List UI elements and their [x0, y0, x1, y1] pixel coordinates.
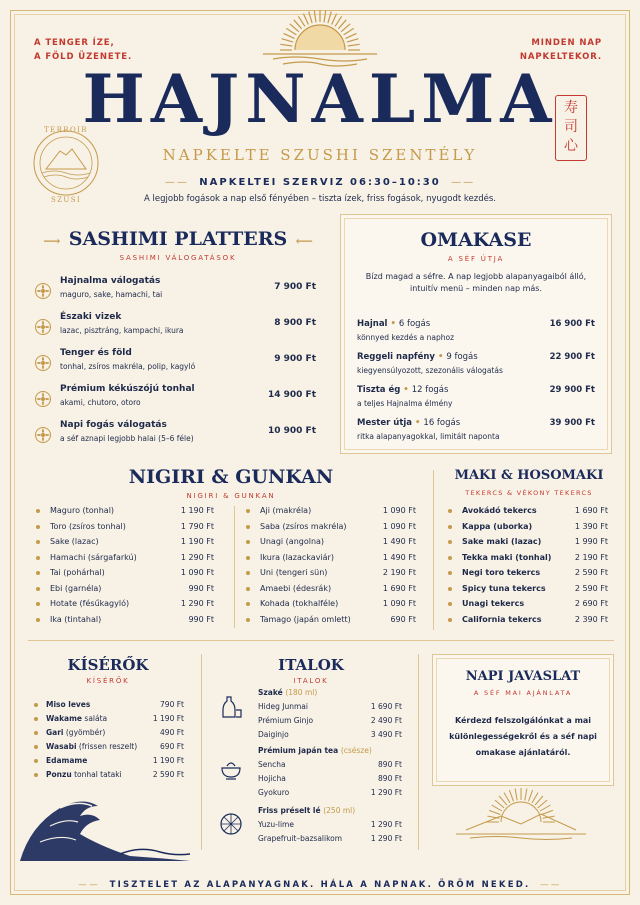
sashimi-item-desc: akami, chutoro, otoro — [60, 398, 141, 407]
left-tag-line-2: A FÖLD ÜZENETE. — [34, 52, 133, 62]
section-divider — [28, 640, 614, 641]
bullet-dot-icon — [246, 540, 250, 544]
kiserok-item-price: 1 190 Ft — [152, 756, 184, 765]
restaurant-title: HAJNALMA — [82, 60, 558, 138]
omakase-title: OMAKASE — [420, 229, 532, 251]
bullet-dot-icon — [36, 509, 40, 513]
omakase-subtitle: A SÉF ÚTJA — [447, 255, 505, 263]
right-tag-line-1: MINDEN NAP — [531, 38, 602, 48]
nigiri-item-name: Amaebi (édesrák) — [260, 583, 332, 593]
kiserok-item-main: Ponzu — [46, 770, 72, 779]
italok-item — [258, 834, 402, 848]
italok-item-name: Sencha — [258, 760, 286, 769]
sashimi-item-price: 14 900 Ft — [267, 390, 316, 400]
nigiri-item-name: Uni (tengeri sün) — [260, 568, 328, 577]
citrus-icon — [218, 811, 244, 837]
italok-item — [258, 702, 402, 716]
kiserok-item-price: 1 190 Ft — [152, 714, 184, 723]
nigiri-item — [246, 568, 416, 584]
nigiri-title: NIGIRI & GUNKAN — [128, 466, 334, 488]
bullet-dot-icon — [36, 587, 40, 591]
kiserok-item — [34, 770, 184, 784]
bullet-dot-icon — [246, 571, 250, 575]
nigiri-item-price: 990 Ft — [188, 614, 214, 624]
omakase-item-desc: kiegyensúlyozott, szezonális válogatás — [357, 366, 503, 375]
nigiri-column-1 — [36, 506, 214, 630]
nigiri-item-name: Toro (zsíros tonhal) — [50, 521, 126, 531]
sashimi-item-price: 9 900 Ft — [274, 354, 316, 364]
sunrise-mountain-icon — [446, 786, 596, 844]
kiserok-item — [34, 742, 184, 756]
sashimi-item — [34, 384, 316, 418]
flower-icon — [34, 426, 52, 444]
italok-item — [258, 716, 402, 730]
maki-item — [448, 568, 608, 584]
kiserok-item-name — [46, 728, 105, 737]
maki-item-name: Unagi tekercs — [462, 599, 525, 608]
bullet-dot-icon — [34, 759, 38, 763]
omakase-item-courses: 12 fogás — [411, 385, 449, 395]
italok-title: ITALOK — [278, 656, 344, 674]
italok-item-price: 3 490 Ft — [370, 730, 402, 739]
sashimi-item-price: 7 900 Ft — [274, 282, 316, 292]
great-wave-icon — [20, 786, 190, 861]
nigiri-maki-divider — [433, 470, 434, 630]
nigiri-item-price: 1 090 Ft — [382, 599, 416, 608]
kiserok-item-name — [46, 742, 137, 751]
flower-icon — [34, 282, 52, 300]
bullet-dot-icon — [246, 618, 250, 622]
omakase-item-name: Reggeli napfény • 9 fogás — [357, 352, 478, 362]
maki-item-price: 2 590 Ft — [574, 583, 608, 593]
nigiri-item-price: 1 090 Ft — [180, 568, 214, 577]
omakase-item-price: 16 900 Ft — [549, 319, 595, 329]
maki-item — [448, 599, 608, 615]
kiserok-item — [34, 714, 184, 728]
omakase-item-desc: ritka alapanyagokkal, limitált naponta — [357, 432, 500, 441]
kiserok-subtitle: KÍSÉRŐK — [86, 677, 130, 685]
flower-icon — [34, 318, 52, 336]
napi-title: NAPI JAVASLAT — [465, 669, 581, 684]
nigiri-column-2 — [246, 506, 416, 630]
badge-top-text: TERROIR — [44, 126, 88, 134]
maki-title: MAKI & HOSOMAKI — [454, 468, 604, 483]
nigiri-item-name: Saba (zsíros makréla) — [260, 521, 347, 531]
sashimi-item-price: 10 900 Ft — [267, 426, 316, 436]
stamp-char-1: 寿 — [564, 100, 578, 116]
omakase-item-price: 29 900 Ft — [549, 385, 595, 395]
nigiri-divider — [234, 506, 235, 628]
nigiri-item-name: Kohada (tokhalféle) — [260, 599, 339, 608]
italok-group — [258, 746, 402, 802]
sashimi-item — [34, 276, 316, 310]
nigiri-item-name: Ika (tintahal) — [50, 614, 102, 624]
italok-group-head — [258, 746, 402, 760]
flower-icon — [34, 390, 52, 408]
italok-item-price: 1 690 Ft — [370, 702, 402, 711]
bullet-dot-icon — [448, 587, 452, 591]
maki-item-price: 1 990 Ft — [574, 537, 608, 546]
flower-icon — [34, 354, 52, 372]
napi-javaslat-section — [432, 654, 614, 786]
kiserok-item-name — [46, 756, 87, 765]
nigiri-item-name: Ikura (lazackaviár) — [260, 552, 334, 562]
nigiri-item-name: Tamago (japán omlett) — [260, 614, 351, 624]
nigiri-item-name: Aji (makréla) — [260, 506, 312, 515]
sashimi-item-name: Tenger és föld — [60, 348, 132, 358]
maki-item — [448, 522, 608, 538]
maki-item — [448, 553, 608, 569]
maki-item-name: Sake maki (lazac) — [462, 537, 542, 546]
bullet-dot-icon — [36, 540, 40, 544]
nigiri-item — [36, 599, 214, 615]
kiserok-item-main: Miso leves — [46, 700, 91, 709]
sashimi-item-price: 8 900 Ft — [274, 318, 316, 328]
maki-item-name: Avokádó tekercs — [462, 506, 537, 515]
service-hours: —— NAPKELTEI SZERVIZ 06:30–10:30 —— — [164, 177, 476, 188]
nigiri-item-price: 1 490 Ft — [382, 537, 416, 546]
nigiri-item-price: 1 790 Ft — [180, 521, 214, 531]
nigiri-item-price: 1 090 Ft — [382, 521, 416, 531]
sashimi-title-text: SASHIMI PLATTERS — [68, 228, 288, 250]
maki-item-price: 2 690 Ft — [574, 599, 608, 608]
nigiri-item — [246, 599, 416, 615]
italok-item — [258, 820, 402, 834]
maki-item — [448, 615, 608, 631]
italok-group-head — [258, 806, 402, 820]
italok-item — [258, 730, 402, 744]
italok-item-name: Grapefruit–bazsalikom — [258, 834, 343, 843]
maki-item-price: 2 390 Ft — [574, 614, 608, 624]
nigiri-item — [36, 553, 214, 569]
bullet-dot-icon — [36, 618, 40, 622]
sashimi-item — [34, 348, 316, 382]
kiserok-item-detail: (gyömbér) — [63, 728, 106, 737]
sashimi-item-desc: a séf aznapi legjobb halai (5–6 féle) — [60, 434, 194, 443]
sashimi-title: ⟶ SASHIMI PLATTERS ⟵ — [43, 228, 313, 250]
sashimi-item-name: Napi fogás válogatás — [60, 420, 167, 430]
nigiri-item-name: Unagi (angolna) — [260, 537, 325, 546]
kiserok-item-detail: tonhal tataki — [71, 770, 122, 779]
italok-item-price: 890 Ft — [378, 760, 402, 769]
napi-subtitle: A SÉF MAI AJÁNLATA — [473, 689, 573, 697]
nigiri-item — [36, 522, 214, 538]
kiserok-item-main: Wakame — [46, 714, 83, 723]
footer-text: TISZTELET AZ ALAPANYAGNAK. HÁLA A NAPNAK. ÖRÖM NEKED. — [109, 880, 531, 890]
italok-item — [258, 760, 402, 774]
nigiri-item — [36, 615, 214, 631]
maki-item — [448, 506, 608, 522]
nigiri-item — [246, 522, 416, 538]
nigiri-item-price: 1 090 Ft — [382, 506, 416, 515]
kiserok-item-name — [46, 714, 107, 723]
bullet-dot-icon — [246, 525, 250, 529]
bullet-dot-icon — [34, 703, 38, 707]
nigiri-item — [246, 506, 416, 522]
bullet-dot-icon — [448, 540, 452, 544]
italok-group-title: Prémium japán tea — [258, 746, 339, 755]
kiserok-item-price: 2 590 Ft — [152, 770, 184, 779]
italok-item-name: Gyokuro — [258, 788, 290, 797]
omakase-item-price: 22 900 Ft — [549, 352, 595, 362]
maki-item-name: Spicy tuna tekercs — [462, 583, 546, 593]
nigiri-item-name: Hotate (fésűkagyló) — [50, 599, 130, 608]
nigiri-item — [246, 553, 416, 569]
kiserok-item-price: 690 Ft — [160, 742, 184, 751]
nigiri-item-price: 1 490 Ft — [382, 552, 416, 562]
nigiri-item-name: Sake (lazac) — [50, 537, 99, 546]
nigiri-item — [36, 537, 214, 553]
nigiri-item — [246, 537, 416, 553]
italok-group-title: Szaké — [258, 688, 283, 697]
tea-bowl-icon — [218, 756, 244, 782]
right-tag-line-2: NAPKELTEKOR. — [519, 52, 602, 62]
omakase-item — [357, 385, 595, 415]
napi-text: Kérdezd felszolgálónkat a mai különlegességekről és a séf napi omakase ajánlatáról. — [449, 716, 597, 757]
nigiri-item-price: 1 290 Ft — [180, 599, 214, 608]
bullet-dot-icon — [246, 602, 250, 606]
bullet-dot-icon — [448, 602, 452, 606]
sake-bottle-icon — [218, 694, 244, 720]
footer-motto: —— TISZTELET AZ ALAPANYAGNAK. HÁLA A NAPNAK. ÖRÖM NEKED. —— — [78, 880, 562, 890]
bullet-dot-icon — [448, 509, 452, 513]
maki-item-name: California tekercs — [462, 614, 542, 624]
bullet-dot-icon — [36, 571, 40, 575]
bullet-dot-icon — [34, 745, 38, 749]
maki-item-price: 1 690 Ft — [574, 506, 608, 515]
bullet-dot-icon — [448, 525, 452, 529]
bullet-dot-icon — [246, 556, 250, 560]
bullet-dot-icon — [448, 571, 452, 575]
sashimi-item-name: Prémium kékúszójú tonhal — [60, 384, 195, 394]
nigiri-item — [246, 615, 416, 631]
sashimi-item-desc: lazac, pisztráng, kampachi, ikura — [60, 326, 184, 335]
maki-item-name: Kappa (uborka) — [462, 521, 533, 531]
italok-group-title: Friss préselt lé — [258, 806, 321, 815]
bullet-dot-icon — [34, 773, 38, 777]
nigiri-item — [36, 568, 214, 584]
service-hours-text: NAPKELTEI SZERVIZ 06:30–10:30 — [199, 177, 441, 188]
kiserok-list — [34, 700, 184, 784]
kiserok-item — [34, 756, 184, 770]
omakase-item — [357, 418, 595, 448]
omakase-item-name: Hajnal • 6 fogás — [357, 319, 431, 329]
italok-item-price: 1 290 Ft — [370, 834, 402, 843]
italok-item-name: Hojicha — [258, 774, 286, 783]
nigiri-item-name: Ebi (garnéla) — [50, 583, 102, 593]
italok-group-size: (180 ml) — [285, 688, 318, 697]
nigiri-item-name: Maguro (tonhal) — [50, 506, 115, 515]
sashimi-item-desc: tonhal, zsíros makréla, polip, kagyló — [60, 362, 196, 371]
bullet-dot-icon — [36, 602, 40, 606]
italok-group-size: (csésze) — [340, 746, 372, 755]
nigiri-item-price: 690 Ft — [390, 614, 416, 624]
bullet-dot-icon — [36, 556, 40, 560]
bullet-dot-icon — [246, 509, 250, 513]
kiserok-item-detail: saláta — [82, 714, 108, 723]
nigiri-item — [246, 584, 416, 600]
kiserok-item — [34, 728, 184, 742]
omakase-item-name: Mester útja • 16 fogás — [357, 418, 461, 428]
omakase-item-title: Tiszta ég — [357, 385, 401, 395]
sashimi-item-name: Északi vizek — [60, 312, 122, 322]
nigiri-item-price: 990 Ft — [188, 583, 214, 593]
omakase-item-title: Hajnal — [357, 319, 388, 329]
sashimi-subtitle: SASHIMI VÁLOGATÁSOK — [119, 254, 237, 262]
stamp-char-3: 心 — [564, 138, 578, 154]
omakase-item-title: Mester útja — [357, 418, 413, 428]
italok-item — [258, 788, 402, 802]
italok-group-head — [258, 688, 402, 702]
nigiri-item-name: Tai (pohárhal) — [50, 568, 105, 577]
omakase-item-name: Tiszta ég • 12 fogás — [357, 385, 449, 395]
italok-divider — [418, 654, 419, 850]
omakase-item — [357, 352, 595, 382]
omakase-item-courses: 16 fogás — [423, 418, 461, 428]
maki-item-price: 2 190 Ft — [574, 552, 608, 562]
italok-item — [258, 774, 402, 788]
italok-group — [258, 688, 402, 744]
italok-subtitle: ITALOK — [293, 677, 329, 685]
omakase-item-courses: 9 fogás — [446, 352, 478, 362]
nigiri-item — [36, 584, 214, 600]
stamp-char-2: 司 — [564, 119, 578, 135]
sashimi-section — [28, 216, 328, 451]
kiserok-item-main: Gari — [46, 728, 64, 737]
hanko-stamp — [555, 95, 587, 161]
omakase-intro: Bízd magad a séfre. A nap legjobb alapanyagaiból álló, intuitív menü – minden nap más. — [365, 272, 587, 293]
nigiri-item — [36, 506, 214, 522]
italok-item-price: 1 290 Ft — [370, 820, 402, 829]
bullet-dot-icon — [448, 556, 452, 560]
nigiri-subtitle: NIGIRI & GUNKAN — [186, 492, 276, 500]
omakase-item-title: Reggeli napfény — [357, 352, 435, 362]
maki-subtitle: TEKERCS & VÉKONY TEKERCS — [465, 489, 593, 497]
omakase-item-desc: a teljes Hajnalma élmény — [357, 399, 453, 408]
kiserok-item-detail: (frissen reszelt) — [76, 742, 138, 751]
italok-group-size: (250 ml) — [323, 806, 356, 815]
italok-item-name: Yuzu-lime — [258, 820, 294, 829]
maki-item-price: 2 590 Ft — [574, 568, 608, 577]
omakase-item — [357, 319, 595, 349]
kiserok-item-name — [46, 700, 90, 709]
service-tagline: A legjobb fogások a nap első fényében – tiszta ízek, friss fogások, nyugodt kezdés. — [144, 194, 496, 204]
kiserok-title: KÍSÉRŐK — [67, 656, 149, 674]
omakase-item-price: 39 900 Ft — [549, 418, 595, 428]
left-tag-line-1: A TENGER ÍZE, — [34, 38, 115, 48]
omakase-section — [340, 214, 612, 454]
nigiri-item-price: 1 190 Ft — [180, 506, 214, 515]
omakase-item-desc: könnyed kezdés a naphoz — [357, 333, 455, 342]
kiserok-divider — [201, 654, 202, 850]
bullet-dot-icon — [448, 618, 452, 622]
maki-item — [448, 537, 608, 553]
nigiri-item-price: 2 190 Ft — [382, 568, 416, 577]
restaurant-subtitle: NAPKELTE SZUSHI SZENTÉLY — [162, 146, 478, 164]
sashimi-item-desc: maguro, sake, hamachi, tai — [60, 290, 163, 299]
bullet-dot-icon — [34, 731, 38, 735]
omakase-item-courses: 6 fogás — [398, 319, 431, 329]
italok-item-name: Prémium Ginjo — [258, 716, 314, 725]
bullet-dot-icon — [36, 525, 40, 529]
maki-item-price: 1 390 Ft — [574, 521, 608, 531]
nigiri-item-price: 1 290 Ft — [180, 552, 214, 562]
maki-item — [448, 584, 608, 600]
maki-item-name: Negi toro tekercs — [462, 568, 541, 577]
italok-item-price: 890 Ft — [378, 774, 402, 783]
maki-list — [448, 506, 608, 630]
italok-item-name: Hideg Junmai — [258, 702, 308, 711]
sashimi-item-name: Hajnalma válogatás — [60, 276, 161, 286]
maki-item-name: Tekka maki (tonhal) — [462, 552, 552, 562]
nigiri-item-name: Hamachi (sárgafarkú) — [50, 552, 137, 562]
kiserok-item — [34, 700, 184, 714]
bullet-dot-icon — [34, 717, 38, 721]
nigiri-item-price: 1 690 Ft — [382, 583, 416, 593]
italok-group — [258, 806, 402, 848]
sashimi-item — [34, 312, 316, 346]
kiserok-item-price: 490 Ft — [160, 728, 184, 737]
italok-item-name: Daiginjo — [258, 730, 289, 739]
italok-item-price: 1 290 Ft — [370, 788, 402, 797]
kiserok-item-price: 790 Ft — [160, 700, 184, 709]
kiserok-item-main: Wasabi — [46, 742, 77, 751]
sashimi-item — [34, 420, 316, 454]
badge-bottom-text: SZUSI — [50, 196, 82, 204]
bullet-dot-icon — [246, 587, 250, 591]
nigiri-item-price: 1 190 Ft — [180, 537, 214, 546]
kiserok-item-main: Edamame — [46, 756, 88, 765]
kiserok-item-name — [46, 770, 122, 779]
italok-item-price: 2 490 Ft — [370, 716, 402, 725]
